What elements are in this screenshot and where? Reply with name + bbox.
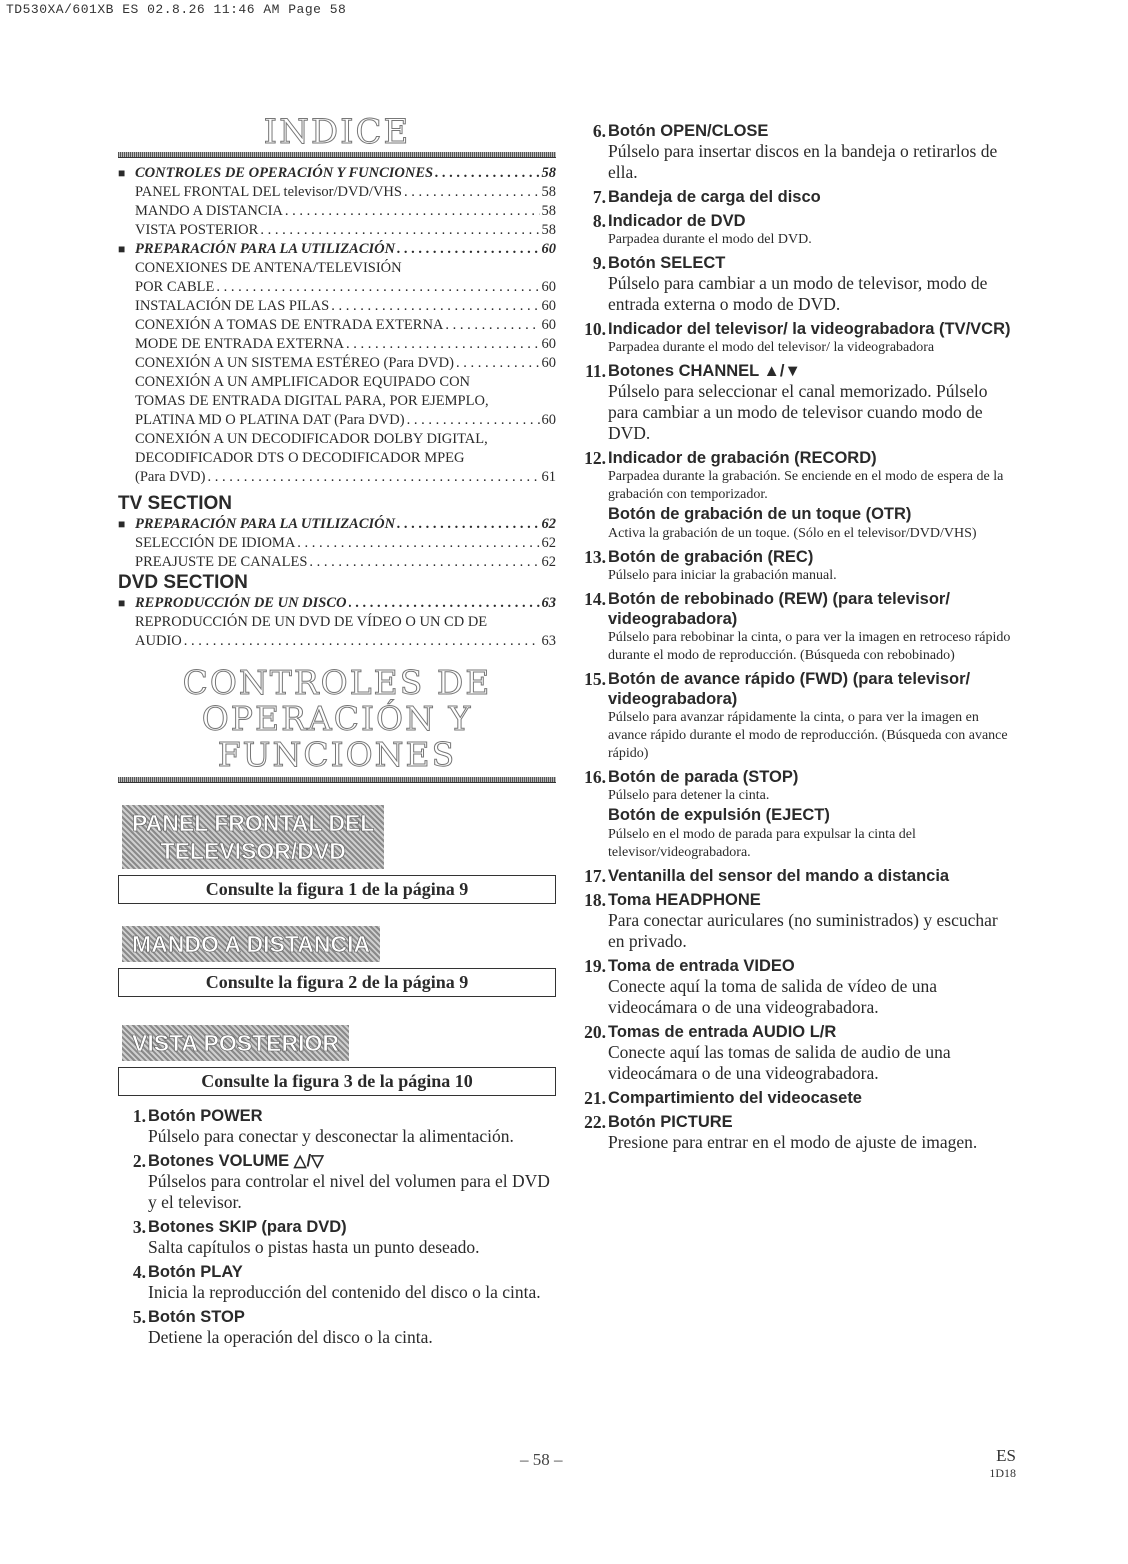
item-description: Parpadea durante el modo del DVD. [608, 232, 812, 247]
toc-entry: REPRODUCCIÓN DE UN DVD DE VÍDEO O UN CD DE [135, 614, 488, 630]
item-title: Botón de grabación (REC) [608, 548, 814, 566]
item-number: 6. [592, 121, 606, 141]
toc-page-number: 62 [541, 554, 556, 570]
toc-page-number: 58 [541, 165, 556, 181]
toc-entry-label: CONEXIÓN A TOMAS DE ENTRADA EXTERNA [135, 317, 444, 333]
toc-entry: CONEXIÓN A UN AMPLIFICADOR EQUIPADO CON [135, 374, 471, 390]
toc-entry-label: PREPARACIÓN PARA LA UTILIZACIÓN [135, 516, 396, 532]
controles-title [118, 665, 556, 773]
toc-entry-label: PANEL FRONTAL DEL televisor/DVD/VHS [135, 184, 402, 200]
control-item [118, 1262, 556, 1303]
item-description: Púlselo para seleccionar el canal memorizado. Púlselo para cambiar a un modo de televisor cuando modo de DVD. [608, 381, 988, 443]
item-title: Bandeja de carga del disco [608, 188, 821, 206]
toc-entry: CONEXIÓN A UN DECODIFICADOR DOLBY DIGITAL, [135, 431, 488, 447]
item-heading [578, 361, 1018, 381]
item-heading [578, 547, 1018, 567]
toc-entry [118, 553, 556, 572]
control-item [578, 187, 1018, 207]
item-title: Botón POWER [148, 1107, 263, 1125]
toc-entry-label: INSTALACIÓN DE LAS PILAS [135, 298, 330, 314]
figure-reference: Consulte la figura 2 de la página 9 [118, 968, 556, 997]
toc-leader-dots [184, 632, 540, 651]
item-description: Conecte aquí la toma de salida de vídeo de una videocámara o de una videograbadora. [608, 976, 937, 1017]
toc-leader-dots [331, 297, 539, 316]
item-title: Botón de parada (STOP) [608, 768, 799, 786]
item-description: Púlselo para detener la cinta. [608, 788, 770, 803]
item-description: Púlselo para conectar y desconectar la alimentación. [148, 1126, 514, 1146]
item-heading [578, 253, 1018, 273]
item-title: Botón PLAY [148, 1263, 243, 1281]
item-description: Conecte aquí las tomas de salida de audio de una videocámara o de una videograbadora. [608, 1042, 951, 1083]
page-number: – 58 – [520, 1450, 563, 1469]
toc-leader-dots [297, 534, 539, 553]
item-subtitle: Botón de expulsión (EJECT) [608, 806, 830, 824]
tv-section-heading: TV SECTION [118, 493, 233, 514]
toc-page-number: 60 [541, 241, 556, 257]
toc-entry-label: AUDIO [135, 633, 182, 649]
control-item [578, 547, 1018, 585]
dvd-section-heading: DVD SECTION [118, 572, 248, 593]
control-item [578, 1088, 1018, 1108]
item-number: 19. [584, 956, 606, 976]
toc-entry [118, 316, 556, 335]
controles-title-line2: OPERACIÓN Y FUNCIONES [201, 699, 473, 774]
item-description: Púlselo para insertar discos en la bandeja o retirarlos de ella. [608, 141, 998, 182]
item-number: 10. [584, 319, 606, 339]
footer-code [989, 1448, 1016, 1481]
item-number: 7. [592, 187, 606, 207]
item-title: Toma de entrada VIDEO [608, 957, 795, 975]
item-title: Botones SKIP (para DVD) [148, 1218, 347, 1236]
toc-page-number: 61 [541, 469, 556, 485]
vista-posterior-banner: VISTA POSTERIOR [122, 1025, 349, 1061]
item-heading [118, 1217, 556, 1237]
toc-entry [118, 632, 556, 651]
toc-entry [118, 335, 556, 354]
item-heading [118, 1106, 556, 1126]
item-number: 21. [584, 1088, 606, 1108]
item-heading [578, 187, 1018, 207]
item-number: 17. [584, 866, 606, 886]
toc-entry [118, 278, 556, 297]
mando-banner: MANDO A DISTANCIA [122, 926, 380, 962]
item-description: Púlselos para controlar el nivel del volumen para el DVD y el televisor. [148, 1171, 550, 1212]
toc-page-number: 58 [541, 184, 556, 200]
figure-reference: Consulte la figura 3 de la página 10 [118, 1067, 556, 1096]
item-heading [578, 121, 1018, 141]
control-item [118, 1106, 556, 1147]
control-item [578, 361, 1018, 444]
toc-entry-label: SELECCIÓN DE IDIOMA [135, 535, 296, 551]
item-number: 18. [584, 890, 606, 910]
item-heading [578, 767, 1018, 787]
toc-entry-label: MODE DE ENTRADA EXTERNA [135, 336, 345, 352]
item-number: 8. [592, 211, 606, 231]
toc-entry-label: POR CABLE [135, 279, 215, 295]
toc-entry [118, 240, 556, 259]
toc-leader-dots [216, 278, 539, 297]
item-heading [578, 890, 1018, 910]
toc-page-number: 63 [541, 633, 556, 649]
toc-entry-label: PLATINA MD O PLATINA DAT (Para DVD) [135, 412, 405, 428]
item-heading [578, 1088, 1018, 1108]
item-title: Botón de avance rápido (FWD) (para televisor/ videograbadora) [608, 670, 971, 708]
dvd-section-toc [118, 594, 556, 651]
item-heading [578, 448, 1018, 468]
toc-leader-dots [397, 515, 539, 534]
item-number: 15. [584, 669, 606, 689]
item-title: Botón OPEN/CLOSE [608, 122, 769, 140]
toc-page-number: 60 [541, 279, 556, 295]
item-number: 14. [584, 589, 606, 609]
item-subtitle: Botón de grabación de un toque (OTR) [608, 505, 912, 523]
item-title: Botones VOLUME △/▽ [148, 1152, 324, 1170]
banner-line: TELEVISOR/DVD [160, 838, 346, 864]
toc-leader-dots [435, 164, 539, 183]
section-vista-posterior [118, 1025, 556, 1096]
toc-entry [118, 183, 556, 202]
footer-language: ES [996, 1446, 1016, 1465]
toc-leader-dots [260, 221, 539, 240]
toc-entry [118, 515, 556, 534]
figure-reference: Consulte la figura 1 de la página 9 [118, 875, 556, 904]
toc-page-number: 62 [541, 516, 556, 532]
toc-entry [118, 164, 556, 183]
item-number: 4. [132, 1262, 146, 1282]
item-title: Botones CHANNEL ▲/▼ [608, 362, 801, 380]
item-description: Inicia la reproducción del contenido del disco o la cinta. [148, 1282, 541, 1302]
item-number: 16. [584, 767, 606, 787]
control-item [578, 669, 1018, 763]
toc-entry: CONEXIONES DE ANTENA/TELEVISIÓN [135, 260, 402, 276]
item-description: Púlselo para avanzar rápidamente la cinta, o para ver la imagen en avance rápido durante el modo de reproducción. (Búsqueda con avance rápido) [608, 710, 1008, 761]
toc-entry [118, 534, 556, 553]
control-item [578, 1112, 1018, 1153]
footer-doc-code: 1D18 [989, 1466, 1016, 1480]
toc-entry-label: REPRODUCCIÓN DE UN DISCO [135, 595, 347, 611]
banner-line: PANEL FRONTAL DEL [132, 810, 375, 836]
control-item [578, 866, 1018, 886]
toc-entry [118, 354, 556, 373]
toc-leader-dots [285, 202, 540, 221]
toc-leader-dots [309, 553, 539, 572]
print-header: TD530XA/601XB ES 02.8.26 11:46 AM Page 58 [6, 2, 347, 17]
toc-leader-dots [407, 411, 540, 430]
item-number: 22. [584, 1112, 606, 1132]
item-description: Púlselo para cambiar a un modo de televisor, modo de entrada externa o modo de DVD. [608, 273, 988, 314]
item-number: 13. [584, 547, 606, 567]
toc-entry-label: PREPARACIÓN PARA LA UTILIZACIÓN [135, 241, 396, 257]
title-rule [118, 152, 556, 158]
toc-page-number: 60 [541, 355, 556, 371]
item-title: Botón SELECT [608, 254, 726, 272]
toc-page-number: 63 [541, 595, 556, 611]
item-heading [118, 1151, 556, 1171]
item-description: Para conectar auriculares (no suministrados) y escuchar en privado. [608, 910, 998, 951]
item-heading [578, 589, 1018, 629]
section-mando [118, 926, 556, 997]
toc-page-number: 58 [541, 222, 556, 238]
toc-page-number: 60 [541, 336, 556, 352]
item-description: Presione para entrar en el modo de ajuste de imagen. [608, 1132, 978, 1152]
control-item [118, 1217, 556, 1258]
toc-leader-dots [397, 240, 539, 259]
item-number: 3. [132, 1217, 146, 1237]
bullet-icon: ■ [118, 166, 126, 180]
item-description: Púlselo para rebobinar la cinta, o para ver la imagen en retroceso rápido durante el modo de reproducción. (Búsqueda con rebobinado) [608, 630, 1011, 663]
control-item [578, 121, 1018, 183]
control-item [578, 319, 1018, 357]
item-title: Indicador de DVD [608, 212, 746, 230]
item-description: Púlselo en el modo de parada para expulsar la cinta del televisor/videograbadora. [608, 827, 916, 860]
left-column [118, 112, 556, 1352]
bullet-icon: ■ [118, 596, 126, 610]
indice-title: INDICE [263, 112, 411, 152]
toc-page-number: 58 [541, 203, 556, 219]
toc-leader-dots [404, 183, 540, 202]
item-heading [578, 1112, 1018, 1132]
control-item [578, 767, 1018, 862]
item-number: 5. [132, 1307, 146, 1327]
control-item [578, 956, 1018, 1018]
bullet-icon: ■ [118, 242, 126, 256]
toc-entry [118, 594, 556, 613]
toc-page-number: 60 [541, 317, 556, 333]
item-title: Compartimiento del videocasete [608, 1089, 862, 1107]
item-number: 9. [592, 253, 606, 273]
toc-page-number: 62 [541, 535, 556, 551]
item-heading [578, 319, 1018, 339]
item-heading [118, 1262, 556, 1282]
toc-entry: TOMAS DE ENTRADA DIGITAL PARA, POR EJEMPLO, [135, 393, 489, 409]
toc-entry-label: CONTROLES DE OPERACIÓN Y FUNCIONES [135, 165, 434, 181]
toc-entry-label: MANDO A DISTANCIA [135, 203, 283, 219]
item-title: Indicador de grabación (RECORD) [608, 449, 877, 467]
toc-page-number: 60 [541, 412, 556, 428]
toc-entry [118, 411, 556, 430]
item-title: Botón de rebobinado (REW) (para televisor/ videograbadora) [608, 590, 950, 628]
toc-entry-label: CONEXIÓN A UN SISTEMA ESTÉREO (Para DVD) [135, 355, 454, 371]
item-description: Parpadea durante el modo del televisor/ la videograbadora [608, 340, 935, 355]
panel-frontal-banner [122, 805, 384, 869]
toc-page-number: 60 [541, 298, 556, 314]
table-of-contents [118, 164, 556, 487]
item-heading [578, 1022, 1018, 1042]
item-description: Detiene la operación del disco o la cinta. [148, 1327, 433, 1347]
item-description: Activa la grabación de un toque. (Sólo en el televisor/DVD/VHS) [608, 526, 977, 541]
toc-leader-dots [456, 354, 540, 373]
item-title: Indicador del televisor/ la videograbadora (TV/VCR) [608, 320, 1011, 338]
right-item-list [578, 121, 1018, 1157]
item-number: 1. [132, 1106, 146, 1126]
toc-entry [118, 221, 556, 240]
control-item [578, 1022, 1018, 1084]
control-item [118, 1307, 556, 1348]
item-heading [578, 669, 1018, 709]
item-number: 20. [584, 1022, 606, 1042]
toc-leader-dots [445, 316, 539, 335]
toc-leader-dots [349, 594, 540, 613]
toc-entry: DECODIFICADOR DTS O DECODIFICADOR MPEG [135, 450, 465, 466]
toc-entry-label: PREAJUSTE DE CANALES [135, 554, 308, 570]
toc-entry [118, 297, 556, 316]
control-item [118, 1151, 556, 1213]
bullet-icon: ■ [118, 517, 126, 531]
item-heading [578, 956, 1018, 976]
control-item [578, 211, 1018, 249]
toc-entry-label: VISTA POSTERIOR [135, 222, 259, 238]
item-number: 12. [584, 448, 606, 468]
item-title: Tomas de entrada AUDIO L/R [608, 1023, 837, 1041]
item-description: Parpadea durante la grabación. Se enciende en el modo de espera de la grabación con temporizador. [608, 469, 1004, 502]
item-title: Botón STOP [148, 1308, 245, 1326]
item-heading [118, 1307, 556, 1327]
item-description: Púlselo para iniciar la grabación manual. [608, 568, 837, 583]
control-item [578, 890, 1018, 952]
item-title: Botón PICTURE [608, 1113, 733, 1131]
item-number: 2. [132, 1151, 146, 1171]
controles-rule [118, 777, 556, 783]
tv-section-toc [118, 515, 556, 572]
toc-leader-dots [346, 335, 539, 354]
item-title: Toma HEADPHONE [608, 891, 761, 909]
item-heading [578, 866, 1018, 886]
left-item-list [118, 1106, 556, 1348]
section-panel-frontal [118, 805, 556, 904]
toc-leader-dots [207, 468, 539, 487]
toc-entry [118, 468, 556, 487]
toc-entry [118, 202, 556, 221]
item-title: Ventanilla del sensor del mando a distancia [608, 867, 950, 885]
control-item [578, 448, 1018, 543]
control-item [578, 589, 1018, 665]
item-description: Salta capítulos o pistas hasta un punto deseado. [148, 1237, 480, 1257]
control-item [578, 253, 1018, 315]
item-heading [578, 211, 1018, 231]
toc-entry-label: (Para DVD) [135, 469, 206, 485]
item-number: 11. [585, 361, 606, 381]
controles-title-line1: CONTROLES DE [182, 663, 492, 702]
